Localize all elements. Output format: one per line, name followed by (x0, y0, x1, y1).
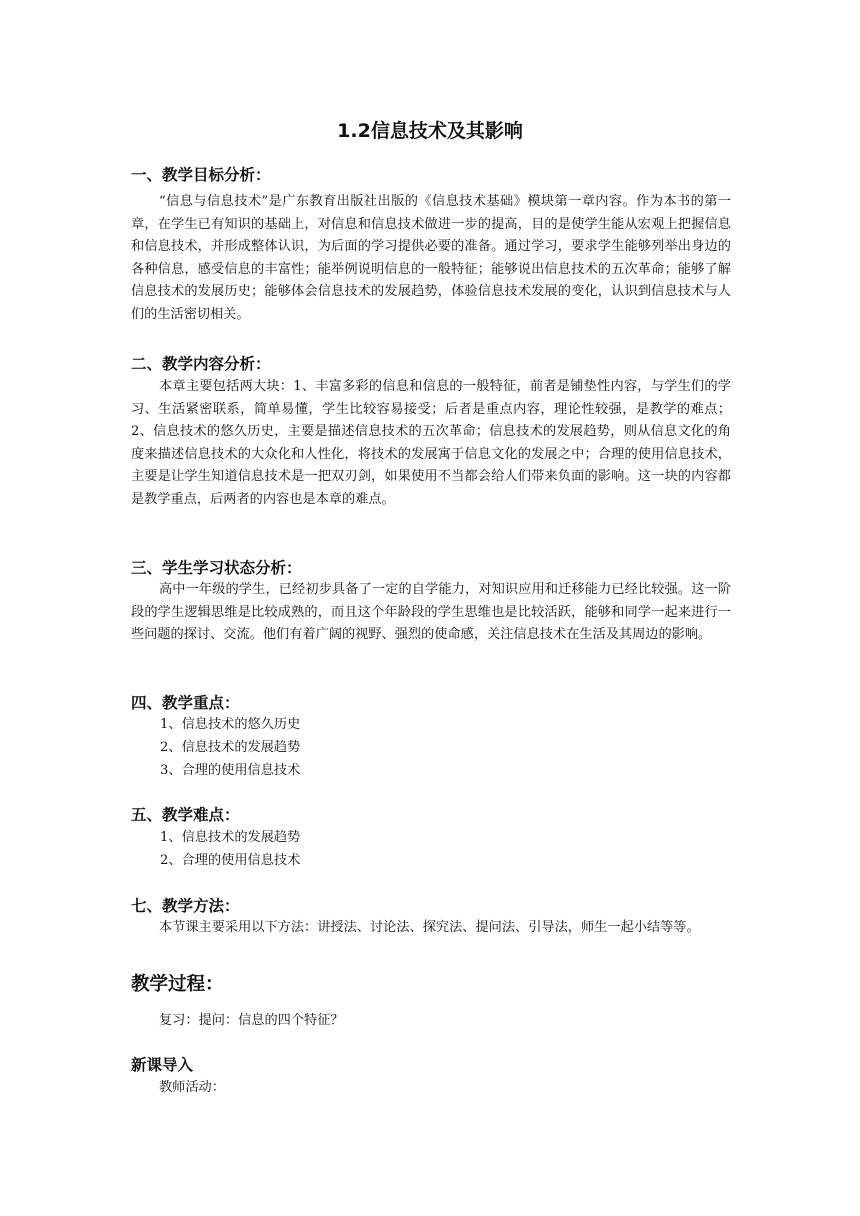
difficulty-item: 2、合理的使用信息技术 (160, 853, 301, 868)
section-heading-teaching-process: 教学过程： (131, 974, 224, 995)
review-question: 复习：提问：信息的四个特征？ (159, 1013, 344, 1028)
section-heading-difficulties: 五、教学难点： (131, 806, 240, 824)
section-heading-content-analysis: 二、教学内容分析： (131, 355, 271, 373)
section-heading-teaching-goals: 一、教学目标分析： (131, 166, 271, 184)
section-heading-key-points: 四、教学重点： (131, 694, 240, 712)
section-body-teaching-goals: “信息与信息技术”是广东教育出版社出版的《信息技术基础》模块第一章内容。作为本书的第一章，在学生已有知识的基础上，对信息和信息技术做进一步的提高，目的是使学生能从宏观上把握信息和信息技术，并形成整体认识，为后面的学习提供必要的准备。通过学习，要求学生能够列举出身边的各种信息，感受信息的丰富性；能举例说明信息的一般特征；能够说出信息技术的五次革命；能够了解信息技术的发展历史；能够体会信息技术的发展趋势，体验信息技术发展的变化，认识到信息技术与人们的生活密切相关。 (131, 194, 731, 322)
section-heading-new-lesson: 新课导入 (131, 1056, 194, 1074)
section-body-methods: 本节课主要采用以下方法：讲授法、讨论法、探究法、提问法、引导法，师生一起小结等等。 (159, 920, 700, 935)
teacher-activity-label: 教师活动： (159, 1080, 225, 1095)
section-body-content-analysis: 本章主要包括两大块：1、丰富多彩的信息和信息的一般特征，前者是铺垫性内容，与学生们的学习、生活紧密联系，简单易懂，学生比较容易接受；后者是重点内容，理论性较强，是教学的难点；2、信息技术的悠久历史，主要是描述信息技术的五次革命；信息技术的发展趋势，则从信息文化的角度来描述信息技术的大众化和人性化，将技术的发展寓于信息文化的发展之中；合理的使用信息技术，主要是让学生知道信息技术是一把双刃剑，如果使用不当都会给人们带来负面的影响。这一块的内容都是教学重点，后两者的内容也是本章的难点。 (131, 379, 731, 507)
section-heading-student-analysis: 三、学生学习状态分析： (131, 559, 302, 577)
key-point-item: 3、合理的使用信息技术 (160, 763, 301, 778)
section-heading-methods: 七、教学方法： (131, 897, 240, 915)
difficulty-item: 1、信息技术的发展趋势 (160, 830, 301, 845)
document-title: 1.2信息技术及其影响 (337, 120, 523, 142)
key-point-item: 1、信息技术的悠久历史 (160, 717, 301, 732)
section-body-student-analysis: 高中一年级的学生，已经初步具备了一定的自学能力，对知识应用和迁移能力已经比较强。这一阶段的学生逻辑思维是比较成熟的，而且这个年龄段的学生思维也是比较活跃，能够和同学一起来进行一些问题的探讨、交流。他们有着广阔的视野、强烈的使命感，关注信息技术在生活及其周边的影响。 (131, 582, 731, 643)
key-point-item: 2、信息技术的发展趋势 (160, 740, 301, 755)
